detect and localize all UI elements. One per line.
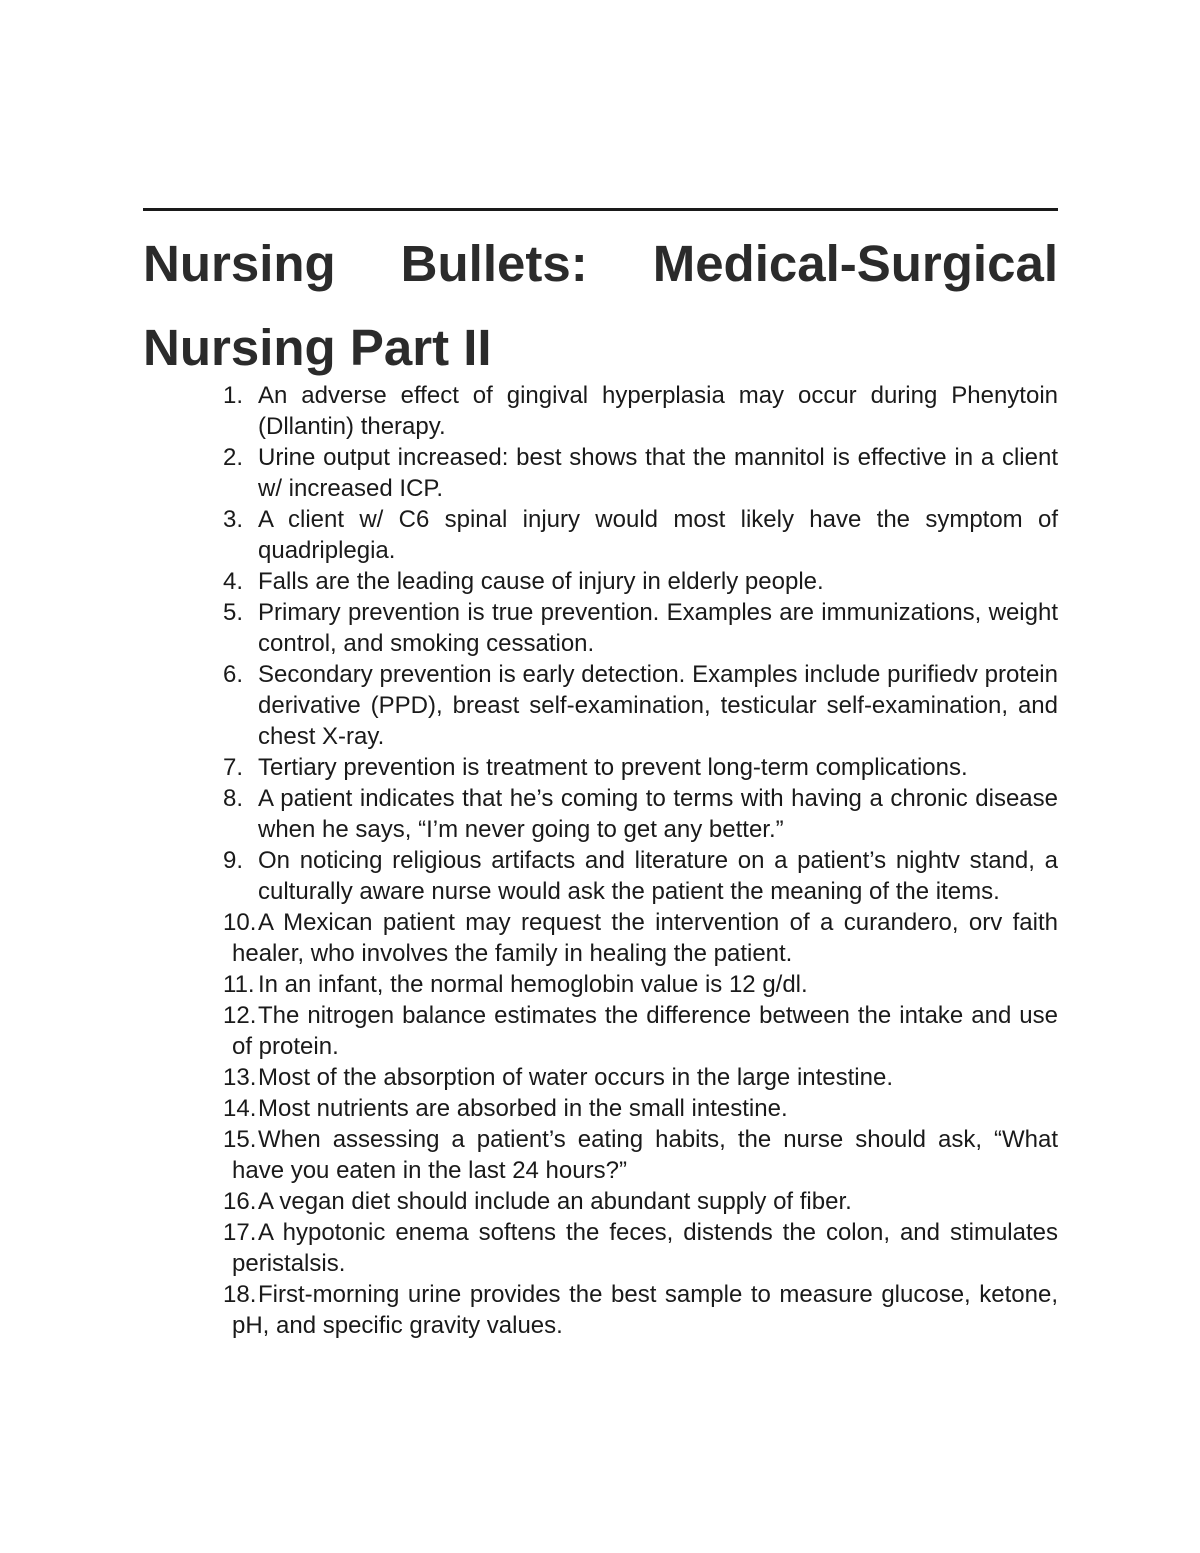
- list-item-text: When assessing a patient’s eating habits, the nurse should ask, “What have you eaten in the last 24 hours?”: [232, 1126, 1058, 1184]
- list-item: [143, 907, 1058, 969]
- list-item-text: A Mexican patient may request the intervention of a curandero, orv faith healer, who involves the family in healing the patient.: [232, 909, 1058, 967]
- list-item-text: Most of the absorption of water occurs in the large intestine.: [258, 1064, 894, 1091]
- list-item-text: Primary prevention is true prevention. Examples are immunizations, weight control, and smoking cessation.: [258, 599, 1058, 657]
- list-item: [143, 597, 1058, 659]
- horizontal-rule: [143, 208, 1058, 211]
- list-item-number: 16.: [223, 1188, 257, 1215]
- list-item-number: 10.: [223, 909, 257, 936]
- bullet-list: [143, 380, 1058, 1341]
- list-item-number: 9.: [223, 847, 244, 874]
- list-item-number: 12.: [223, 1002, 257, 1029]
- list-item-text: A client w/ C6 spinal injury would most likely have the symptom of quadriplegia.: [258, 506, 1058, 564]
- list-item-text: Urine output increased: best shows that the mannitol is effective in a client w/ increased ICP.: [258, 444, 1058, 502]
- list-item: [143, 442, 1058, 504]
- list-item-text: Most nutrients are absorbed in the small intestine.: [258, 1095, 788, 1122]
- list-item-number: 7.: [223, 754, 244, 781]
- list-item: [143, 659, 1058, 752]
- list-item-text: Secondary prevention is early detection. Examples include purifiedv protein derivative (PPD), breast self-examination, testicular self-examination, and chest X-ray.: [258, 661, 1058, 750]
- list-item: [143, 783, 1058, 845]
- list-item-text: A hypotonic enema softens the feces, distends the colon, and stimulates peristalsis.: [232, 1219, 1058, 1277]
- list-item-text: First-morning urine provides the best sample to measure glucose, ketone, pH, and specific gravity values.: [232, 1281, 1058, 1339]
- list-item-text: Falls are the leading cause of injury in elderly people.: [258, 568, 824, 595]
- list-item: [143, 752, 1058, 783]
- list-item-text: A vegan diet should include an abundant supply of fiber.: [258, 1188, 852, 1215]
- list-item: [143, 969, 1058, 1000]
- list-item-number: 8.: [223, 785, 244, 812]
- list-item: [143, 845, 1058, 907]
- list-item: [143, 504, 1058, 566]
- list-item-number: 3.: [223, 506, 244, 533]
- list-item: [143, 1186, 1058, 1217]
- list-item: [143, 1217, 1058, 1279]
- list-item-text: Tertiary prevention is treatment to prevent long-term complications.: [258, 754, 968, 781]
- list-item-number: 2.: [223, 444, 244, 471]
- list-item-text: On noticing religious artifacts and literature on a patient’s nightv stand, a culturally aware nurse would ask the patient the meaning of the items.: [258, 847, 1058, 905]
- list-item: [143, 1000, 1058, 1062]
- list-item-number: 17.: [223, 1219, 257, 1246]
- list-item: [143, 1062, 1058, 1093]
- list-item-text: A patient indicates that he’s coming to terms with having a chronic disease when he says, “I’m never going to get any better.”: [258, 785, 1058, 843]
- list-item: [143, 1093, 1058, 1124]
- list-item-number: 6.: [223, 661, 244, 688]
- list-item-number: 11.: [223, 971, 255, 998]
- list-item-number: 14.: [223, 1095, 257, 1122]
- list-item-number: 15.: [223, 1126, 257, 1153]
- document-title: Nursing Bullets: Medical-Surgical Nursing Part II: [143, 235, 1058, 376]
- list-item-text: An adverse effect of gingival hyperplasia may occur during Phenytoin (Dllantin) therapy.: [258, 382, 1058, 440]
- list-item: [143, 380, 1058, 442]
- list-item: [143, 566, 1058, 597]
- list-item-number: 5.: [223, 599, 244, 626]
- list-item-text: In an infant, the normal hemoglobin value is 12 g/dl.: [258, 971, 808, 998]
- list-item-text: The nitrogen balance estimates the difference between the intake and use of protein.: [232, 1002, 1058, 1060]
- list-item-number: 18.: [223, 1281, 257, 1308]
- list-item: [143, 1279, 1058, 1341]
- list-item-number: 1.: [223, 382, 244, 409]
- list-item-number: 13.: [223, 1064, 257, 1091]
- list-item: [143, 1124, 1058, 1186]
- list-item-number: 4.: [223, 568, 244, 595]
